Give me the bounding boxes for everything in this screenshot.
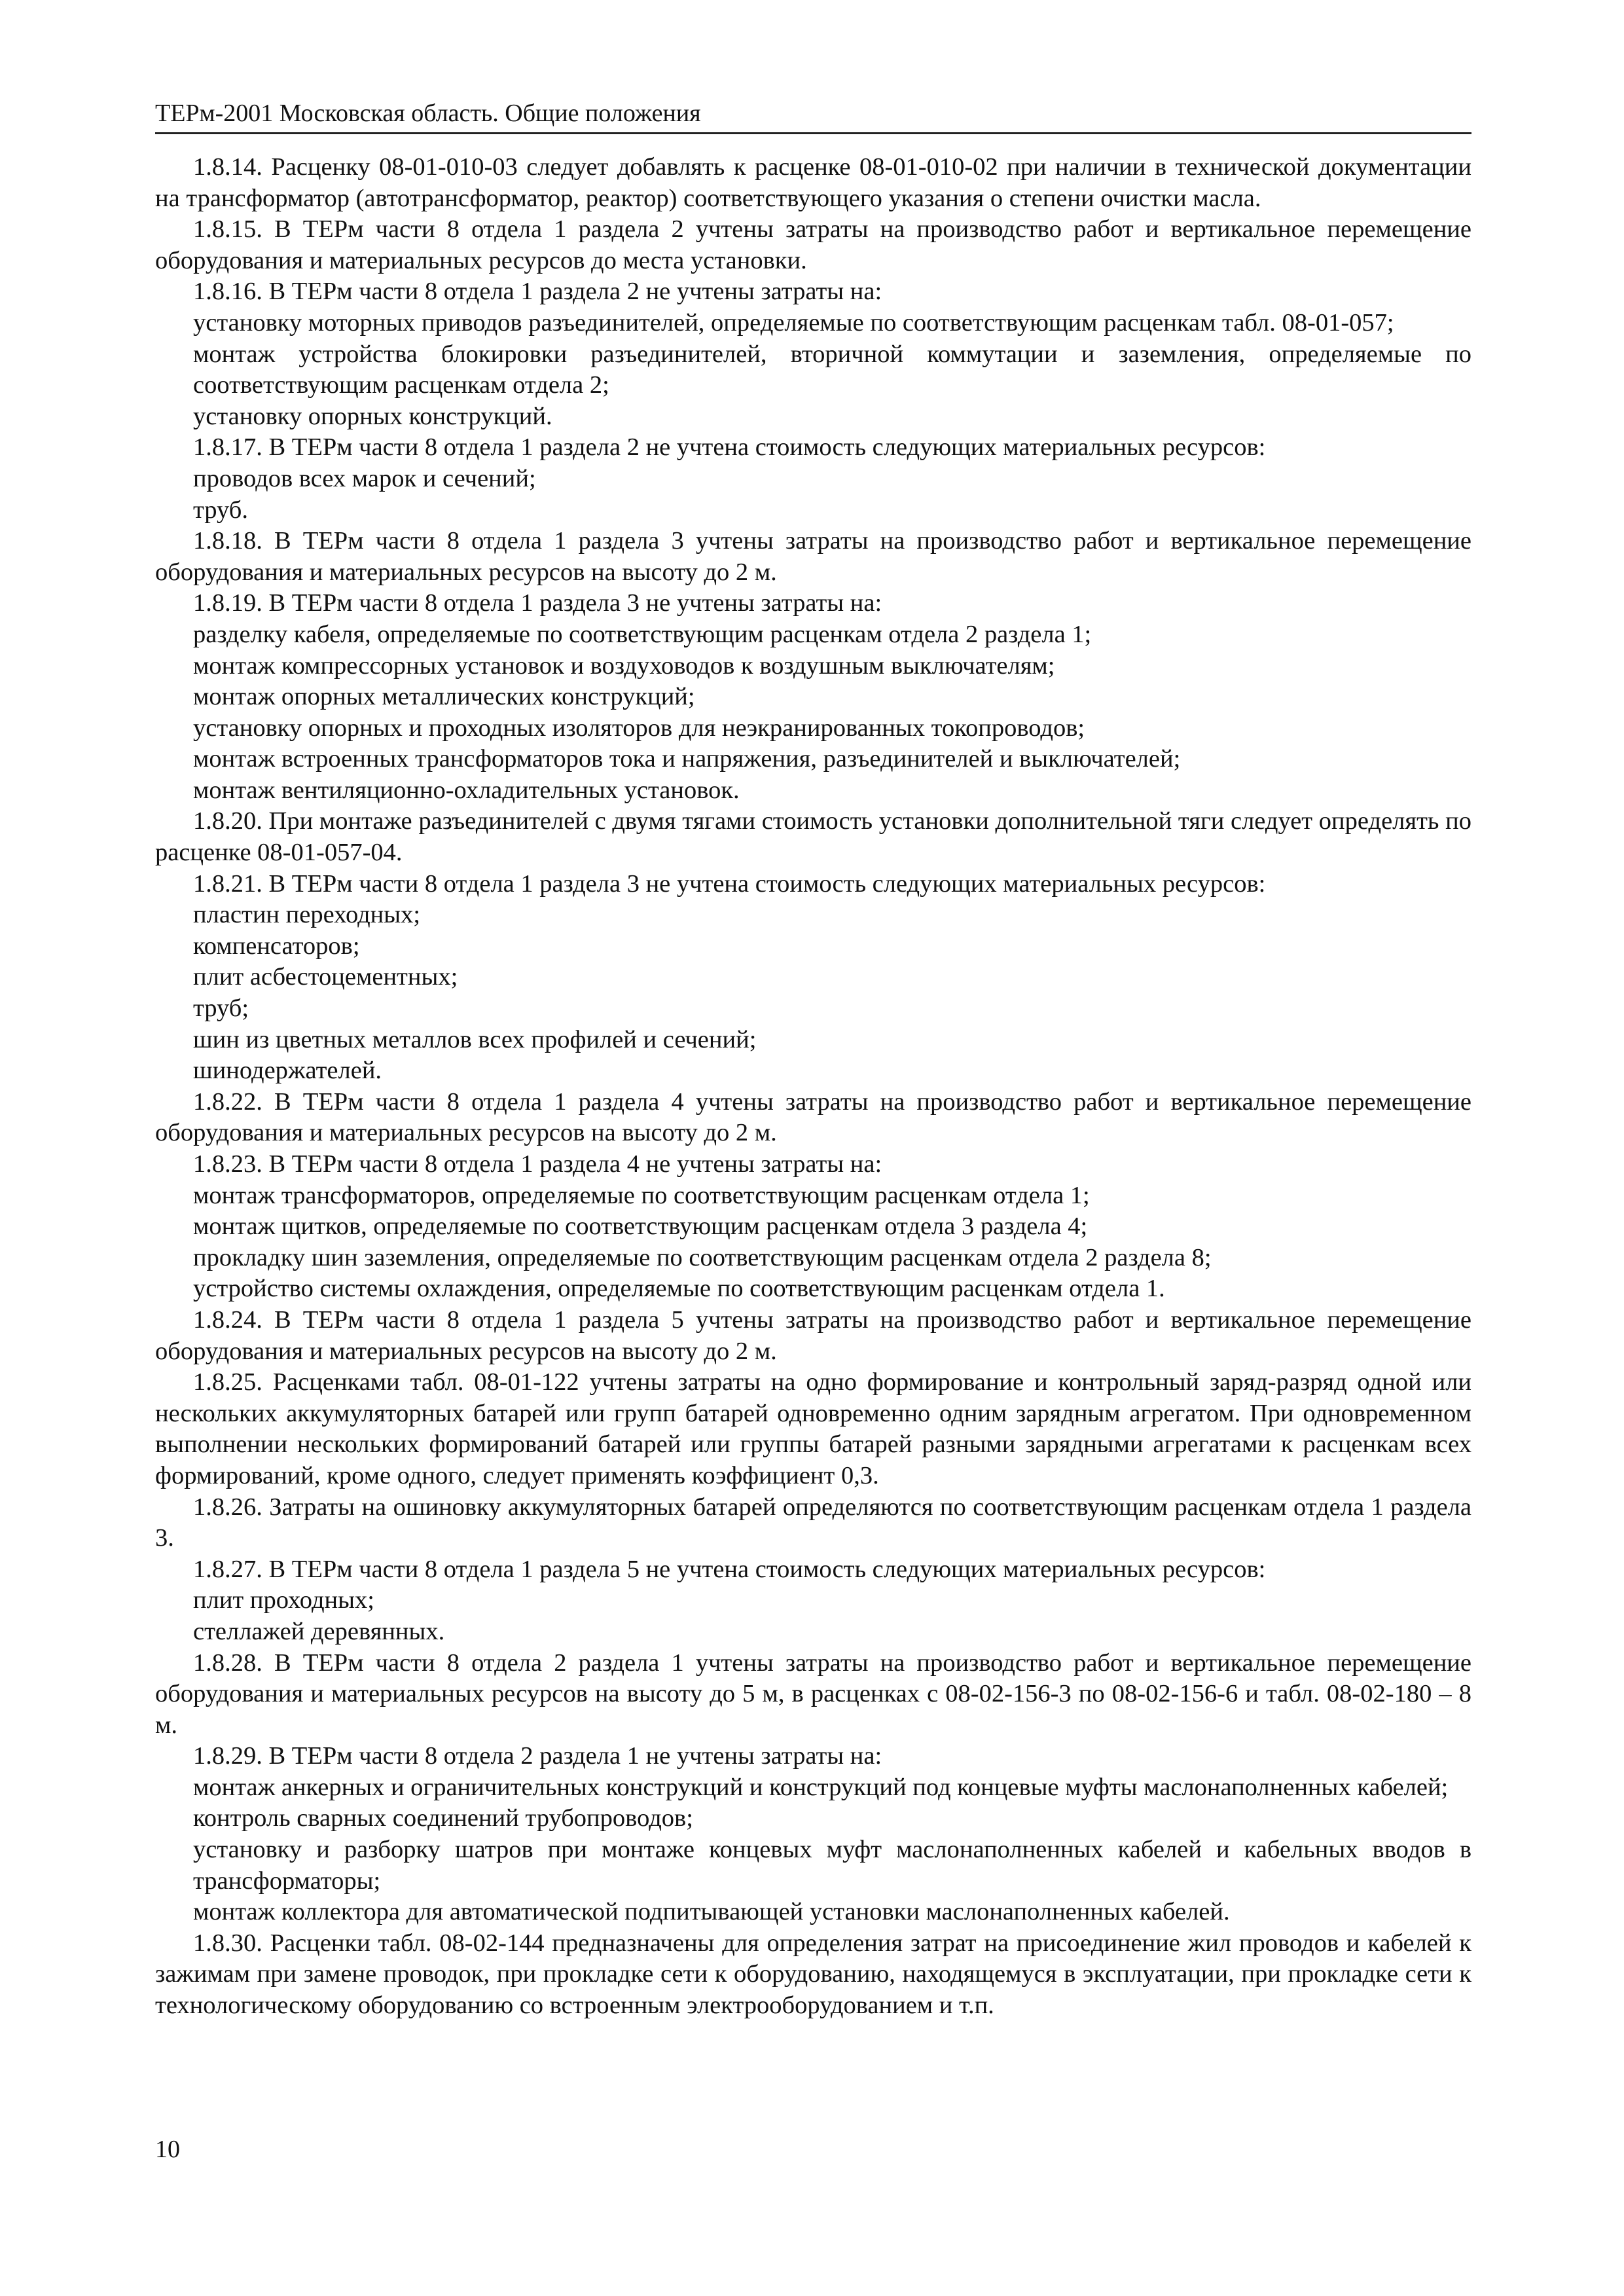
- clause-paragraph: 1.8.29. В ТЕРм части 8 отдела 2 раздела 1 не учтены затраты на:: [193, 1742, 882, 1770]
- clause-paragraph: 1.8.22. В ТЕРм части 8 отдела 1 раздела 4 учтены затраты на производство работ и вертикальное перемещение оборудования и материальных ресурсов на высоту до 2 м.: [155, 1087, 1471, 1147]
- list-item: монтаж опорных металлических конструкций;: [193, 683, 695, 711]
- list-item: труб;: [193, 994, 249, 1023]
- running-header: ТЕРм-2001 Московская область. Общие положения: [155, 97, 1471, 134]
- clause-paragraph: 1.8.23. В ТЕРм части 8 отдела 1 раздела 4 не учтены затраты на:: [193, 1150, 882, 1178]
- list-item: монтаж устройства блокировки разъединителей, вторичной коммутации и заземления, определяемые по соответствующим расценкам отдела 2;: [193, 340, 1471, 399]
- list-item: монтаж вентиляционно-охладительных установок.: [193, 776, 740, 804]
- clause-paragraph: 1.8.27. В ТЕРм части 8 отдела 1 раздела 5 не учтена стоимость следующих материальных ресурсов:: [193, 1555, 1266, 1583]
- clause-paragraph: 1.8.18. В ТЕРм части 8 отдела 1 раздела 3 учтены затраты на производство работ и вертикальное перемещение оборудования и материальных ресурсов на высоту до 2 м.: [155, 527, 1471, 586]
- list-item: установку и разборку шатров при монтаже концевых муфт маслонаполненных кабелей и кабельных вводов в трансформаторы;: [193, 1836, 1471, 1895]
- page-number: 10: [155, 2136, 180, 2163]
- list-item: монтаж щитков, определяемые по соответствующим расценкам отдела 3 раздела 4;: [193, 1212, 1088, 1241]
- list-item: установку опорных конструкций.: [193, 402, 552, 430]
- clause-paragraph: 1.8.21. В ТЕРм части 8 отдела 1 раздела 3 не учтена стоимость следующих материальных ресурсов:: [193, 869, 1266, 898]
- clause-paragraph: 1.8.28. В ТЕРм части 8 отдела 2 раздела 1 учтены затраты на производство работ и вертикальное перемещение оборудования и материальных ресурсов на высоту до 5 м, в расценках с 08-02-156-3 по 08-02-156-6 и табл. 08-02-180 – 8 м.: [155, 1649, 1471, 1739]
- list-item: монтаж компрессорных установок и воздуховодов к воздушным выключателям;: [193, 651, 1055, 680]
- clause-paragraph: 1.8.26. Затраты на ошиновку аккумуляторных батарей определяются по соответствующим расценкам отдела 1 раздела 3.: [155, 1493, 1471, 1552]
- clause-paragraph: 1.8.24. В ТЕРм части 8 отдела 1 раздела 5 учтены затраты на производство работ и вертикальное перемещение оборудования и материальных ресурсов на высоту до 2 м.: [155, 1305, 1471, 1365]
- list-item: шинодержателей.: [193, 1057, 382, 1085]
- list-item: плит проходных;: [193, 1586, 374, 1614]
- list-item: разделку кабеля, определяемые по соответствующим расценкам отдела 2 раздела 1;: [193, 620, 1092, 648]
- clause-paragraph: 1.8.17. В ТЕРм части 8 отдела 1 раздела 2 не учтена стоимость следующих материальных ресурсов:: [193, 433, 1266, 462]
- list-item: монтаж коллектора для автоматической подпитывающей установки маслонаполненных кабелей.: [193, 1898, 1230, 1926]
- list-item: пластин переходных;: [193, 901, 421, 929]
- document-body: [155, 152, 1471, 2022]
- list-item: установку опорных и проходных изоляторов для неэкранированных токопроводов;: [193, 714, 1085, 742]
- list-item: монтаж трансформаторов, определяемые по соответствующим расценкам отдела 1;: [193, 1181, 1090, 1209]
- list-item: монтаж анкерных и ограничительных конструкций и конструкций под концевые муфты маслонаполненных кабелей;: [193, 1773, 1449, 1801]
- list-item: плит асбестоцементных;: [193, 963, 458, 991]
- list-item: компенсаторов;: [193, 932, 360, 960]
- list-item: труб.: [193, 496, 248, 524]
- list-item: проводов всех марок и сечений;: [193, 464, 536, 492]
- clause-paragraph: 1.8.20. При монтаже разъединителей с двумя тягами стоимость установки дополнительной тяги следует определять по расценке 08-01-057-04.: [155, 807, 1471, 867]
- clause-paragraph: 1.8.25. Расценками табл. 08-01-122 учтены затраты на одно формирование и контрольный заряд-разряд одной или нескольких аккумуляторных батарей или групп батарей одновременно одним зарядным агрегатом. При одновременном выполнении нескольких формирований батарей или группы батарей разными зарядными агрегатами к расценкам всех формирований, кроме одного, следует применять коэффициент 0,3.: [155, 1368, 1471, 1489]
- list-item: контроль сварных соединений трубопроводов;: [193, 1804, 693, 1832]
- clause-paragraph: 1.8.19. В ТЕРм части 8 отдела 1 раздела 3 не учтены затраты на:: [193, 589, 882, 617]
- clause-paragraph: 1.8.30. Расценки табл. 08-02-144 предназначены для определения затрат на присоединение жил проводов и кабелей к зажимам при замене проводок, при прокладке сети к оборудованию, находящемуся в эксплуатации, при прокладке сети к технологическому оборудованию со встроенным электрооборудованием и т.п.: [155, 1929, 1471, 2020]
- list-item: устройство системы охлаждения, определяемые по соответствующим расценкам отдела 1.: [193, 1275, 1165, 1303]
- clause-paragraph: 1.8.16. В ТЕРм части 8 отдела 1 раздела 2 не учтены затраты на:: [193, 278, 882, 306]
- clause-paragraph: 1.8.14. Расценку 08-01-010-03 следует добавлять к расценке 08-01-010-02 при наличии в технической документации на трансформатор (автотрансформатор, реактор) соответствующего указания о степени очистки масла.: [155, 153, 1471, 212]
- list-item: установку моторных приводов разъединителей, определяемые по соответствующим расценкам табл. 08-01-057;: [193, 308, 1394, 337]
- clause-paragraph: 1.8.15. В ТЕРм части 8 отдела 1 раздела 2 учтены затраты на производство работ и вертикальное перемещение оборудования и материальных ресурсов до места установки.: [155, 215, 1471, 274]
- list-item: шин из цветных металлов всех профилей и сечений;: [193, 1025, 757, 1053]
- list-item: монтаж встроенных трансформаторов тока и напряжения, разъединителей и выключателей;: [193, 745, 1181, 773]
- list-item: прокладку шин заземления, определяемые по соответствующим расценкам отдела 2 раздела 8;: [193, 1243, 1212, 1271]
- list-item: стеллажей деревянных.: [193, 1617, 445, 1645]
